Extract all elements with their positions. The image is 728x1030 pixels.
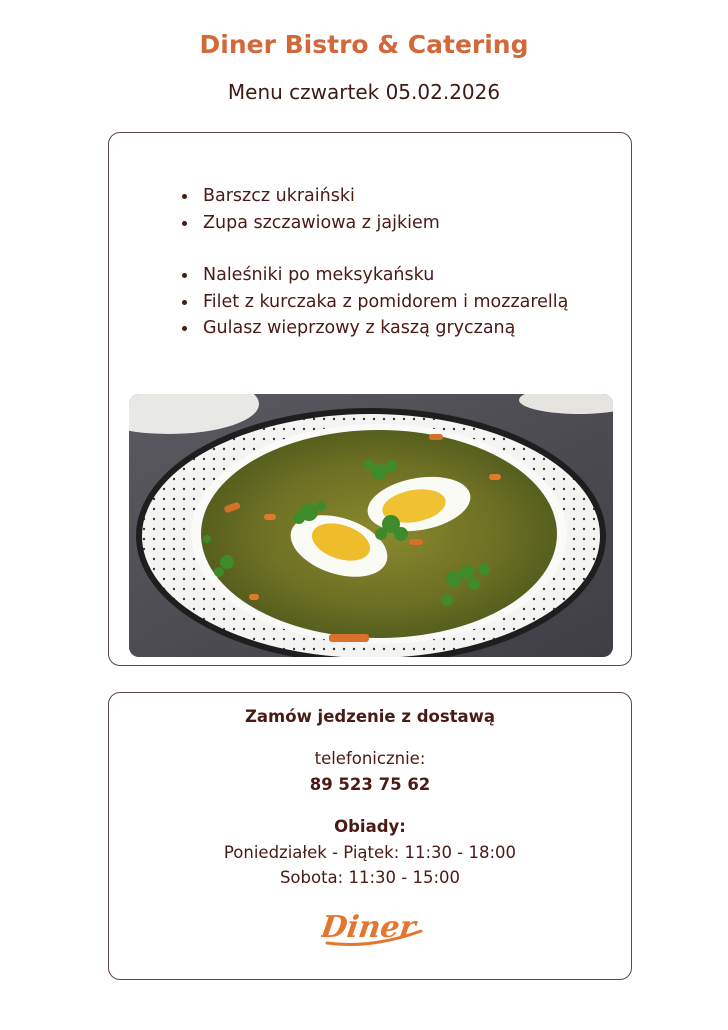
info-card — [108, 692, 632, 980]
menu-item: Filet z kurczaka z pomidorem i mozzarellą — [179, 289, 568, 316]
menu-item: Barszcz ukraiński — [179, 183, 568, 210]
menu-item: Zupa szczawiowa z jajkiem — [179, 210, 568, 237]
order-heading: Zamów jedzenie z dostawą — [244, 707, 496, 726]
svg-text:Diner: Diner — [321, 910, 418, 945]
menu-item: Naleśniki po meksykańsku — [179, 262, 568, 289]
menu-card — [108, 132, 632, 666]
phone-label: telefonicznie: — [314, 749, 426, 768]
menu-date-subtitle: Menu czwartek 05.02.2026 — [227, 80, 501, 104]
soup-photo — [129, 394, 613, 657]
lunch-heading: Obiady: — [334, 817, 406, 836]
menu-list — [179, 183, 568, 342]
diner-logo — [321, 901, 425, 951]
menu-item: Gulasz wieprzowy z kaszą gryczaną — [179, 315, 568, 342]
page-title: Diner Bistro & Catering — [199, 30, 529, 59]
saturday-hours: Sobota: 11:30 - 15:00 — [279, 868, 461, 887]
weekday-hours: Poniedziałek - Piątek: 11:30 - 18:00 — [223, 843, 517, 862]
phone-number[interactable]: 89 523 75 62 — [309, 775, 431, 794]
